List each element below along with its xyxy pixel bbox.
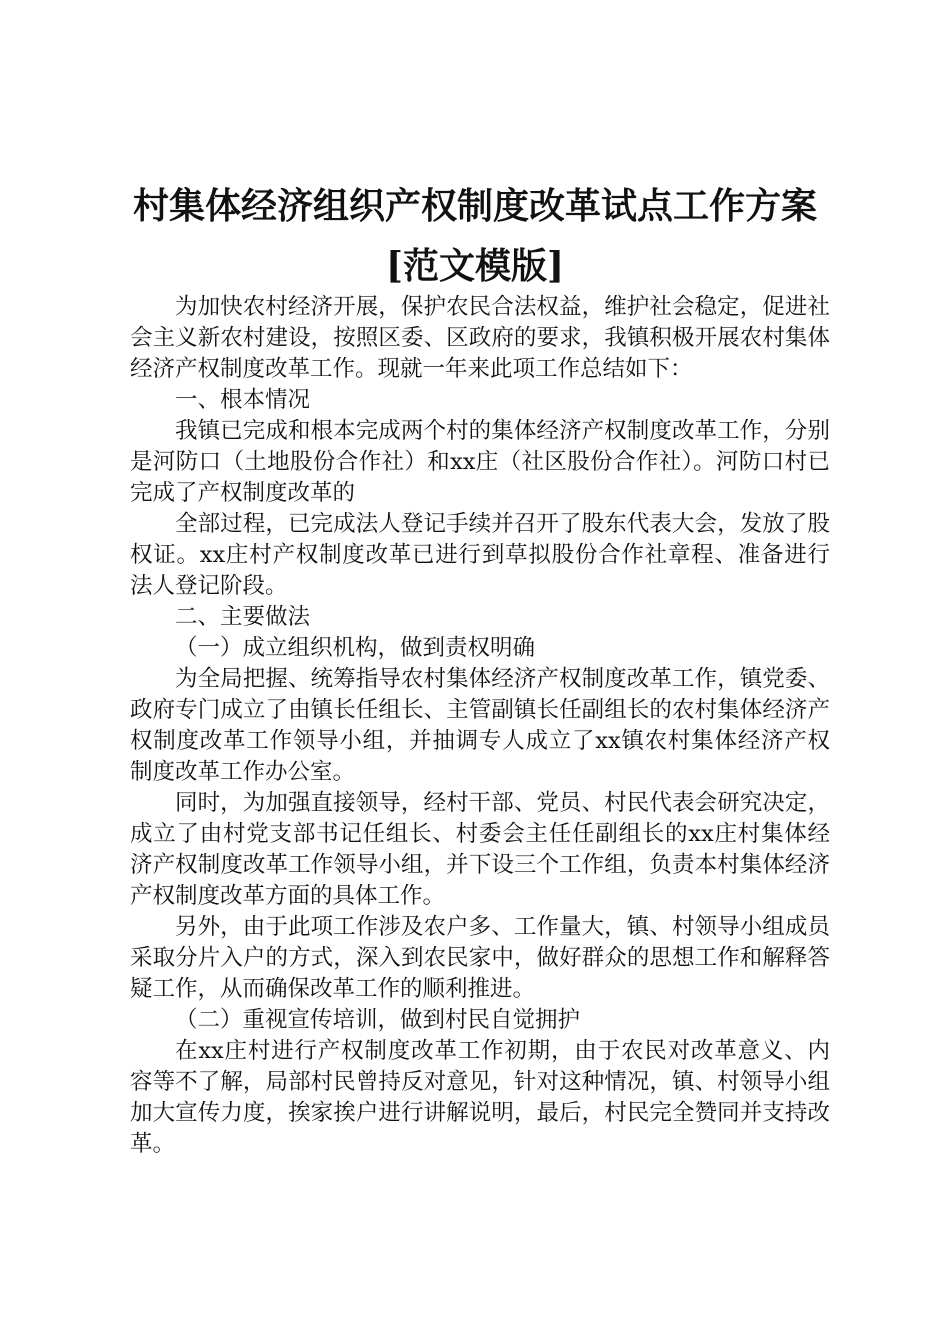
paragraph: 全部过程，已完成法人登记手续并召开了股东代表大会，发放了股权证。xx庄村产权制度改革已进行到草拟股份合作社章程、准备进行法人登记阶段。 bbox=[130, 511, 830, 599]
paragraph: 为全局把握、统筹指导农村集体经济产权制度改革工作，镇党委、政府专门成立了由镇长任组长、主管副镇长任副组长的农村集体经济产权制度改革工作领导小组，并抽调专人成立了xx镇农村集体经济产权制度改革工作办公室。 bbox=[130, 666, 830, 785]
subsection-heading-organization: （一）成立组织机构，做到责权明确 bbox=[175, 635, 536, 661]
paragraph: 在xx庄村进行产权制度改革工作初期，由于农民对改革意义、内容等不了解，局部村民曾持反对意见，针对这种情况，镇、村领导小组加大宣传力度，挨家挨户进行讲解说明，最后，村民完全赞同并支持改革。 bbox=[130, 1038, 830, 1157]
subsection-heading-publicity: （二）重视宣传培训，做到村民自觉拥护 bbox=[175, 1007, 581, 1033]
document-body bbox=[130, 292, 830, 1160]
section-heading-main-practices: 二、主要做法 bbox=[175, 604, 311, 630]
paragraph: 另外，由于此项工作涉及农户多、工作量大，镇、村领导小组成员采取分片入户的方式，深入到农民家中，做好群众的思想工作和解释答疑工作，从而确保改革工作的顺利推进。 bbox=[130, 914, 830, 1002]
paragraph-intro: 为加快农村经济开展，保护农民合法权益，维护社会稳定，促进社会主义新农村建设，按照区委、区政府的要求，我镇积极开展农村集体经济产权制度改革工作。现就一年来此项工作总结如下： bbox=[130, 294, 830, 382]
document-title-line-2: [范文模版] bbox=[385, 245, 565, 287]
document-title-line-1: 村集体经济组织产权制度改革试点工作方案 bbox=[132, 185, 817, 227]
section-heading-basic-situation: 一、根本情况 bbox=[175, 387, 311, 413]
paragraph: 我镇已完成和根本完成两个村的集体经济产权制度改革工作，分别是河防口（土地股份合作社）和xx庄（社区股份合作社）。河防口村已完成了产权制度改革的 bbox=[130, 418, 830, 506]
paragraph: 同时，为加强直接领导，经村干部、党员、村民代表会研究决定，成立了由村党支部书记任组长、村委会主任任副组长的xx庄村集体经济产权制度改革工作领导小组，并下设三个工作组，负责本村集体经济产权制度改革方面的具体工作。 bbox=[130, 790, 830, 909]
